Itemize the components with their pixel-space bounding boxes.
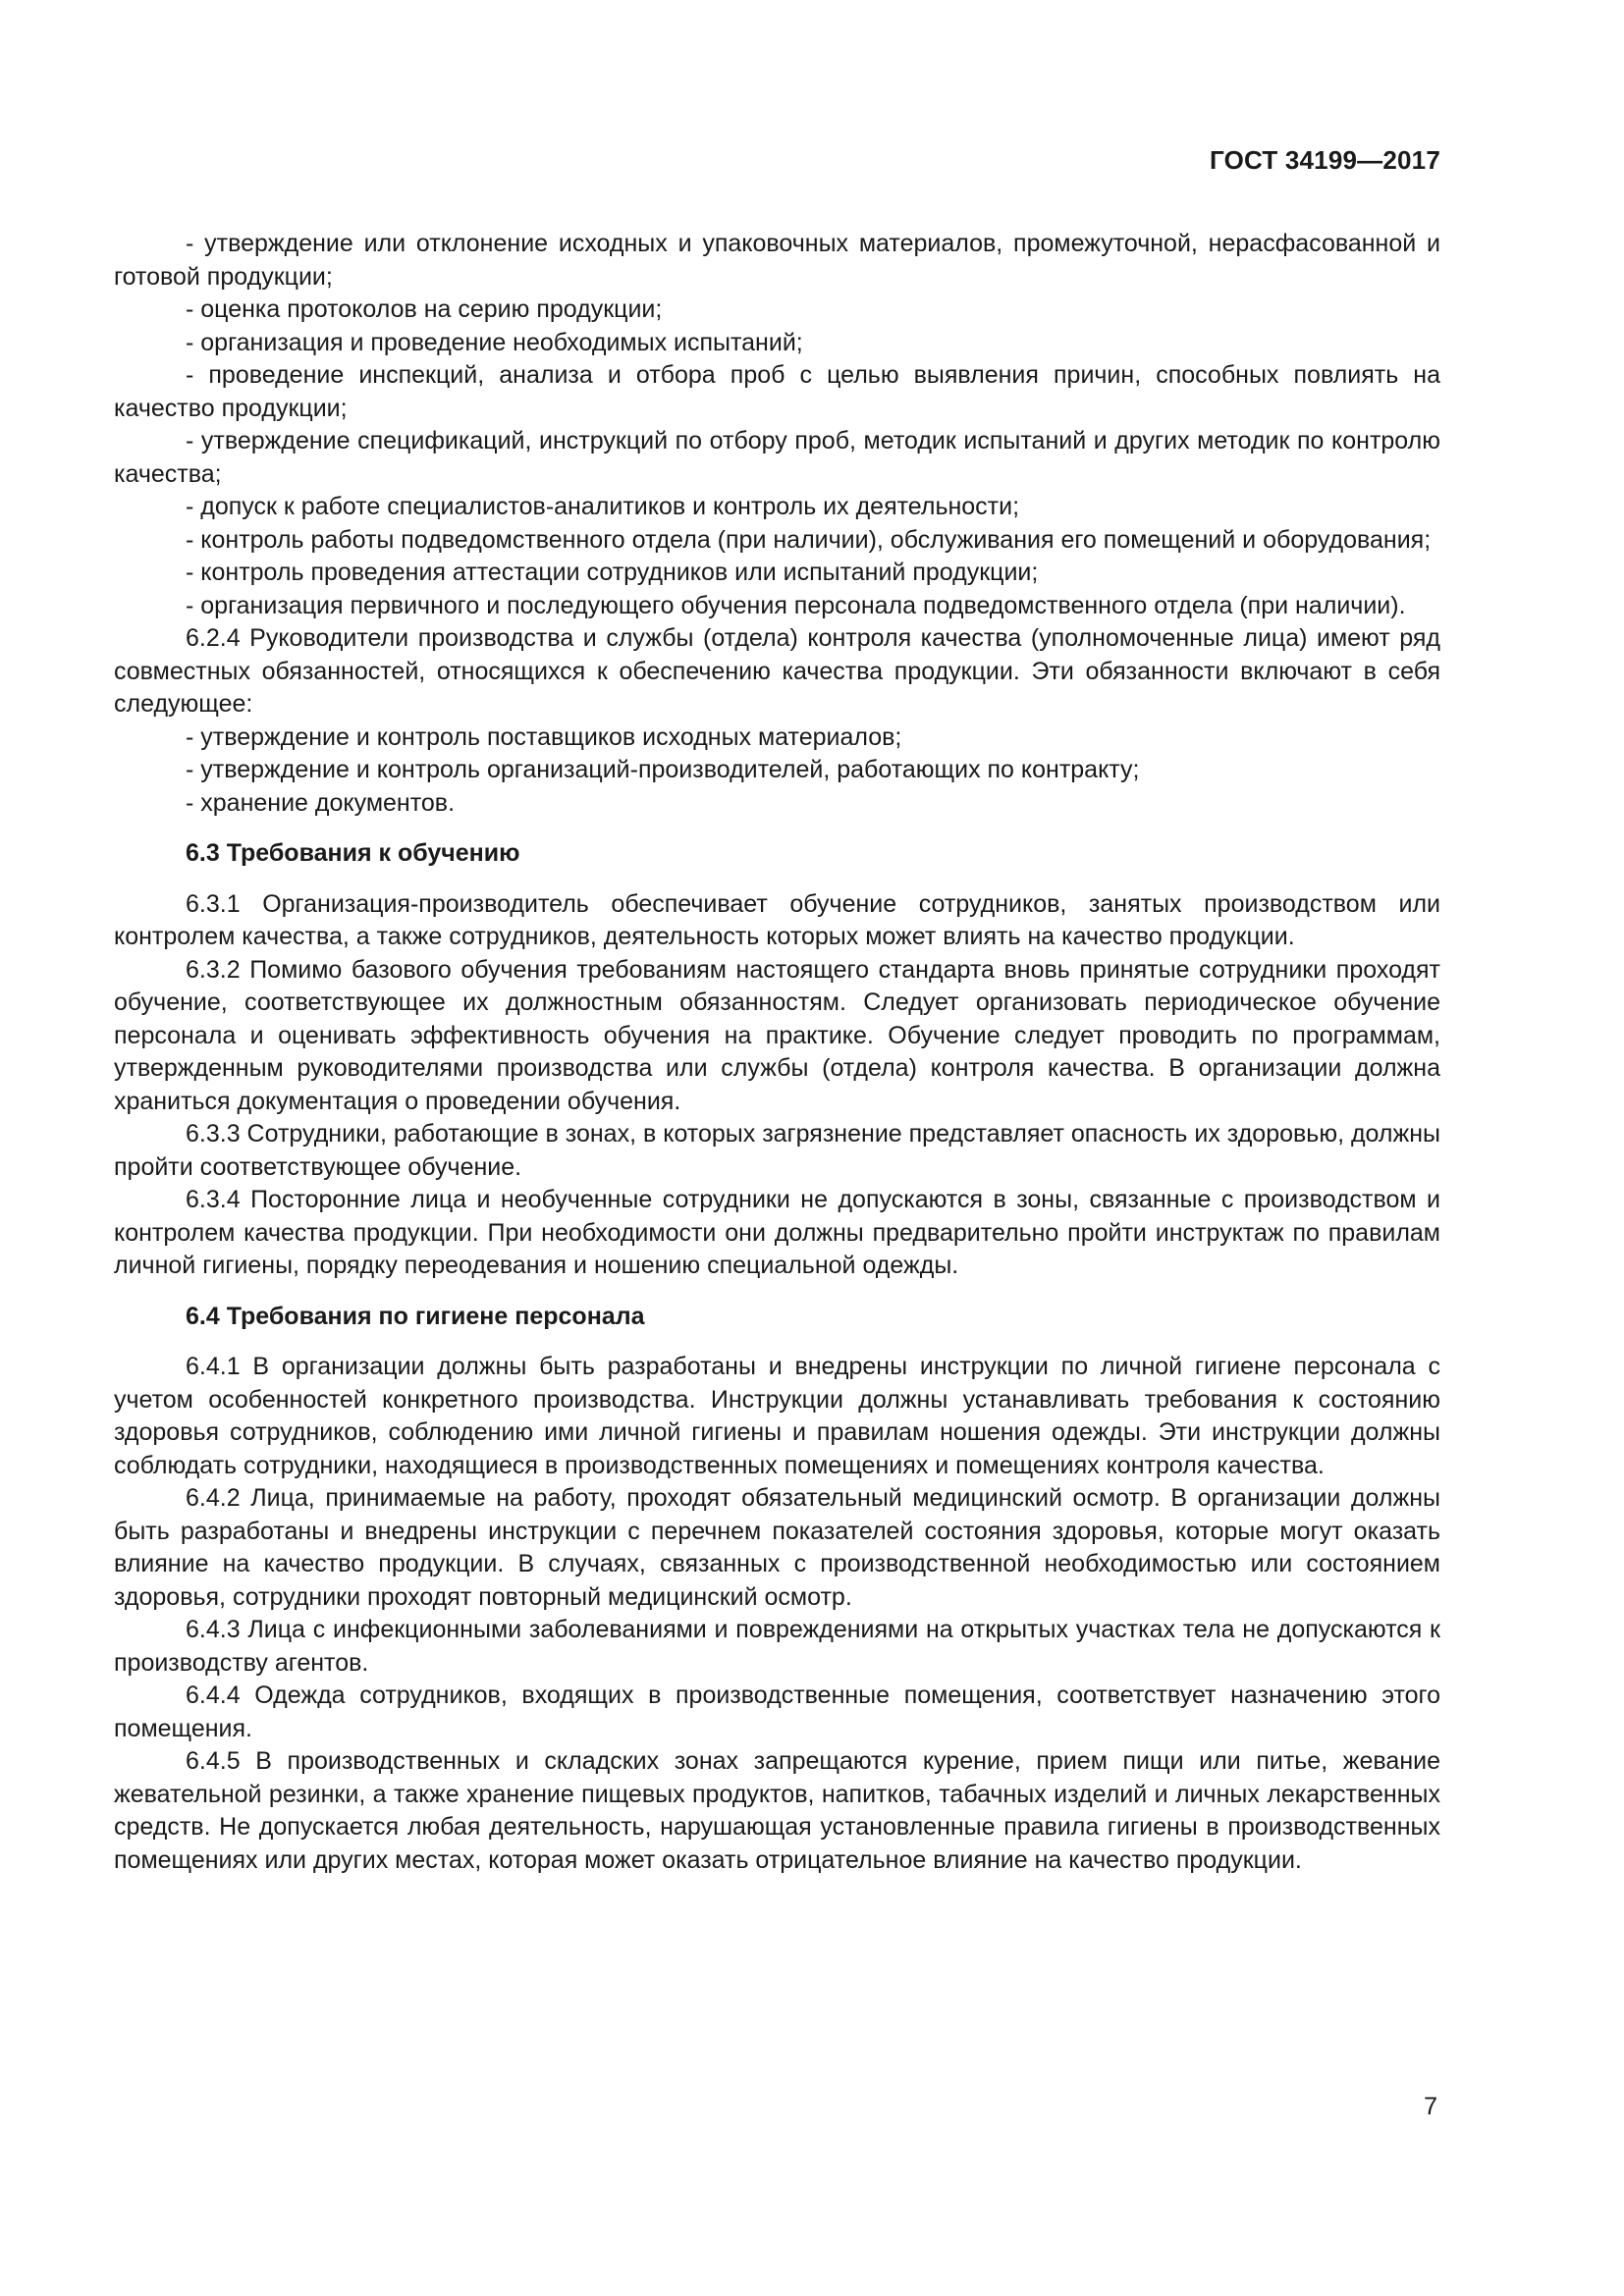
list-item: - допуск к работе специалистов-аналитиков и контроль их деятельности; [186, 493, 1020, 520]
list-item: - хранение документов. [186, 788, 456, 817]
document-code: ГОСТ 34199—2017 [1210, 145, 1440, 175]
list-item: - утверждение и контроль поставщиков исходных материалов; [186, 722, 902, 751]
clause-6-3-1: 6.3.1 Организация-производитель обеспечивает обучение сотрудников, занятых производством или контролем качества, а также сотрудников, деятельность которых может влиять на качество продукции. [114, 889, 1440, 950]
list-item: - контроль проведения аттестации сотрудников или испытаний продукции; [186, 559, 1039, 586]
clause-6-4-4: 6.4.4 Одежда сотрудников, входящих в производственные помещения, соответствует назначению этого помещения. [114, 1682, 1440, 1742]
list-item: - проведение инспекций, анализа и отбора проб с целью выявления причин, способных повлиять на качество продукции; [114, 361, 1440, 422]
list-item: - утверждение и контроль организаций-производителей, работающих по контракту; [186, 756, 1140, 783]
clause-6-3-2: 6.3.2 Помимо базового обучения требованиям настоящего стандарта вновь принятые сотрудники проходят обучение, соответствующее их должностным обязанностям. Следует организовать периодическое обучение персонала и оценивать эффективность обучения на практике. Обучение следует проводить по программам, утвержденным руководителями производства или службы (отдела) контроля качества. В организации должна храниться документация о проведении обучения. [114, 955, 1440, 1115]
clause-6-3-4: 6.3.4 Посторонние лица и необученные сотрудники не допускаются в зоны, связанные с производством и контролем качества продукции. При необходимости они должны предварительно пройти инструктаж по правилам личной гигиены, порядку переодевания и ношению специальной одежды. [114, 1186, 1440, 1279]
clause-6-4-5: 6.4.5 В производственных и складских зонах запрещаются курение, прием пищи или питье, жевание жевательной резинки, а также хранение пищевых продуктов, напитков, табачных изделий и личных лекарственных средств. Не допускается любая деятельность, нарушающая установленные правила гигиены в производственных помещениях или других местах, которая может оказать отрицательное влияние на качество продукции. [114, 1747, 1440, 1874]
section-heading-6-3: 6.3 Требования к обучению [186, 839, 520, 867]
page-number: 7 [1424, 2093, 1437, 2120]
list-item: - организация первичного и последующего обучения персонала подведомственного отдела (при наличии). [186, 591, 1406, 619]
list-item: - утверждение или отклонение исходных и упаковочных материалов, промежуточной, нерасфасованной и готовой продукции; [114, 230, 1440, 291]
clause-6-4-1: 6.4.1 В организации должны быть разработаны и внедрены инструкции по личной гигиене персонала с учетом особенностей конкретного производства. Инструкции должны устанавливать требования к состоянию здоровья сотрудников, соблюдению ими личной гигиены и правилам ношения одежды. Эти инструкции должны соблюдать сотрудники, находящиеся в производственных помещениях и помещениях контроля качества. [114, 1353, 1440, 1479]
clause-6-4-2: 6.4.2 Лица, принимаемые на работу, проходят обязательный медицинский осмотр. В организации должны быть разработаны и внедрены инструкции с перечнем показателей состояния здоровья, которые могут оказать влияние на качество продукции. В случаях, связанных с производственной необходимостью или состоянием здоровья, сотрудники проходят повторный медицинский осмотр. [114, 1484, 1440, 1611]
clause-6-3-3: 6.3.3 Сотрудники, работающие в зонах, в которых загрязнение представляет опасность их здоровью, должны пройти соответствующее обучение. [114, 1120, 1440, 1181]
list-item: - контроль работы подведомственного отдела (при наличии), обслуживания его помещений и оборудования; [186, 525, 1432, 554]
list-item: - организация и проведение необходимых испытаний; [186, 328, 803, 356]
list-item: - утверждение спецификаций, инструкций по отбору проб, методик испытаний и других методик по контролю качества; [114, 427, 1440, 488]
clause-6-4-3: 6.4.3 Лица с инфекционными заболеваниями и повреждениями на открытых участках тела не допускаются к производству агентов. [114, 1616, 1440, 1677]
document-body [114, 228, 1440, 1877]
section-heading-6-4: 6.4 Требования по гигиене персонала [186, 1302, 645, 1330]
clause-6-2-4: 6.2.4 Руководители производства и службы (отдела) контроля качества (уполномоченные лица) имеют ряд совместных обязанностей, относящихся к обеспечению качества продукции. Эти обязанности включают в себя следующее: [114, 624, 1440, 718]
list-item: - оценка протоколов на серию продукции; [186, 295, 663, 323]
